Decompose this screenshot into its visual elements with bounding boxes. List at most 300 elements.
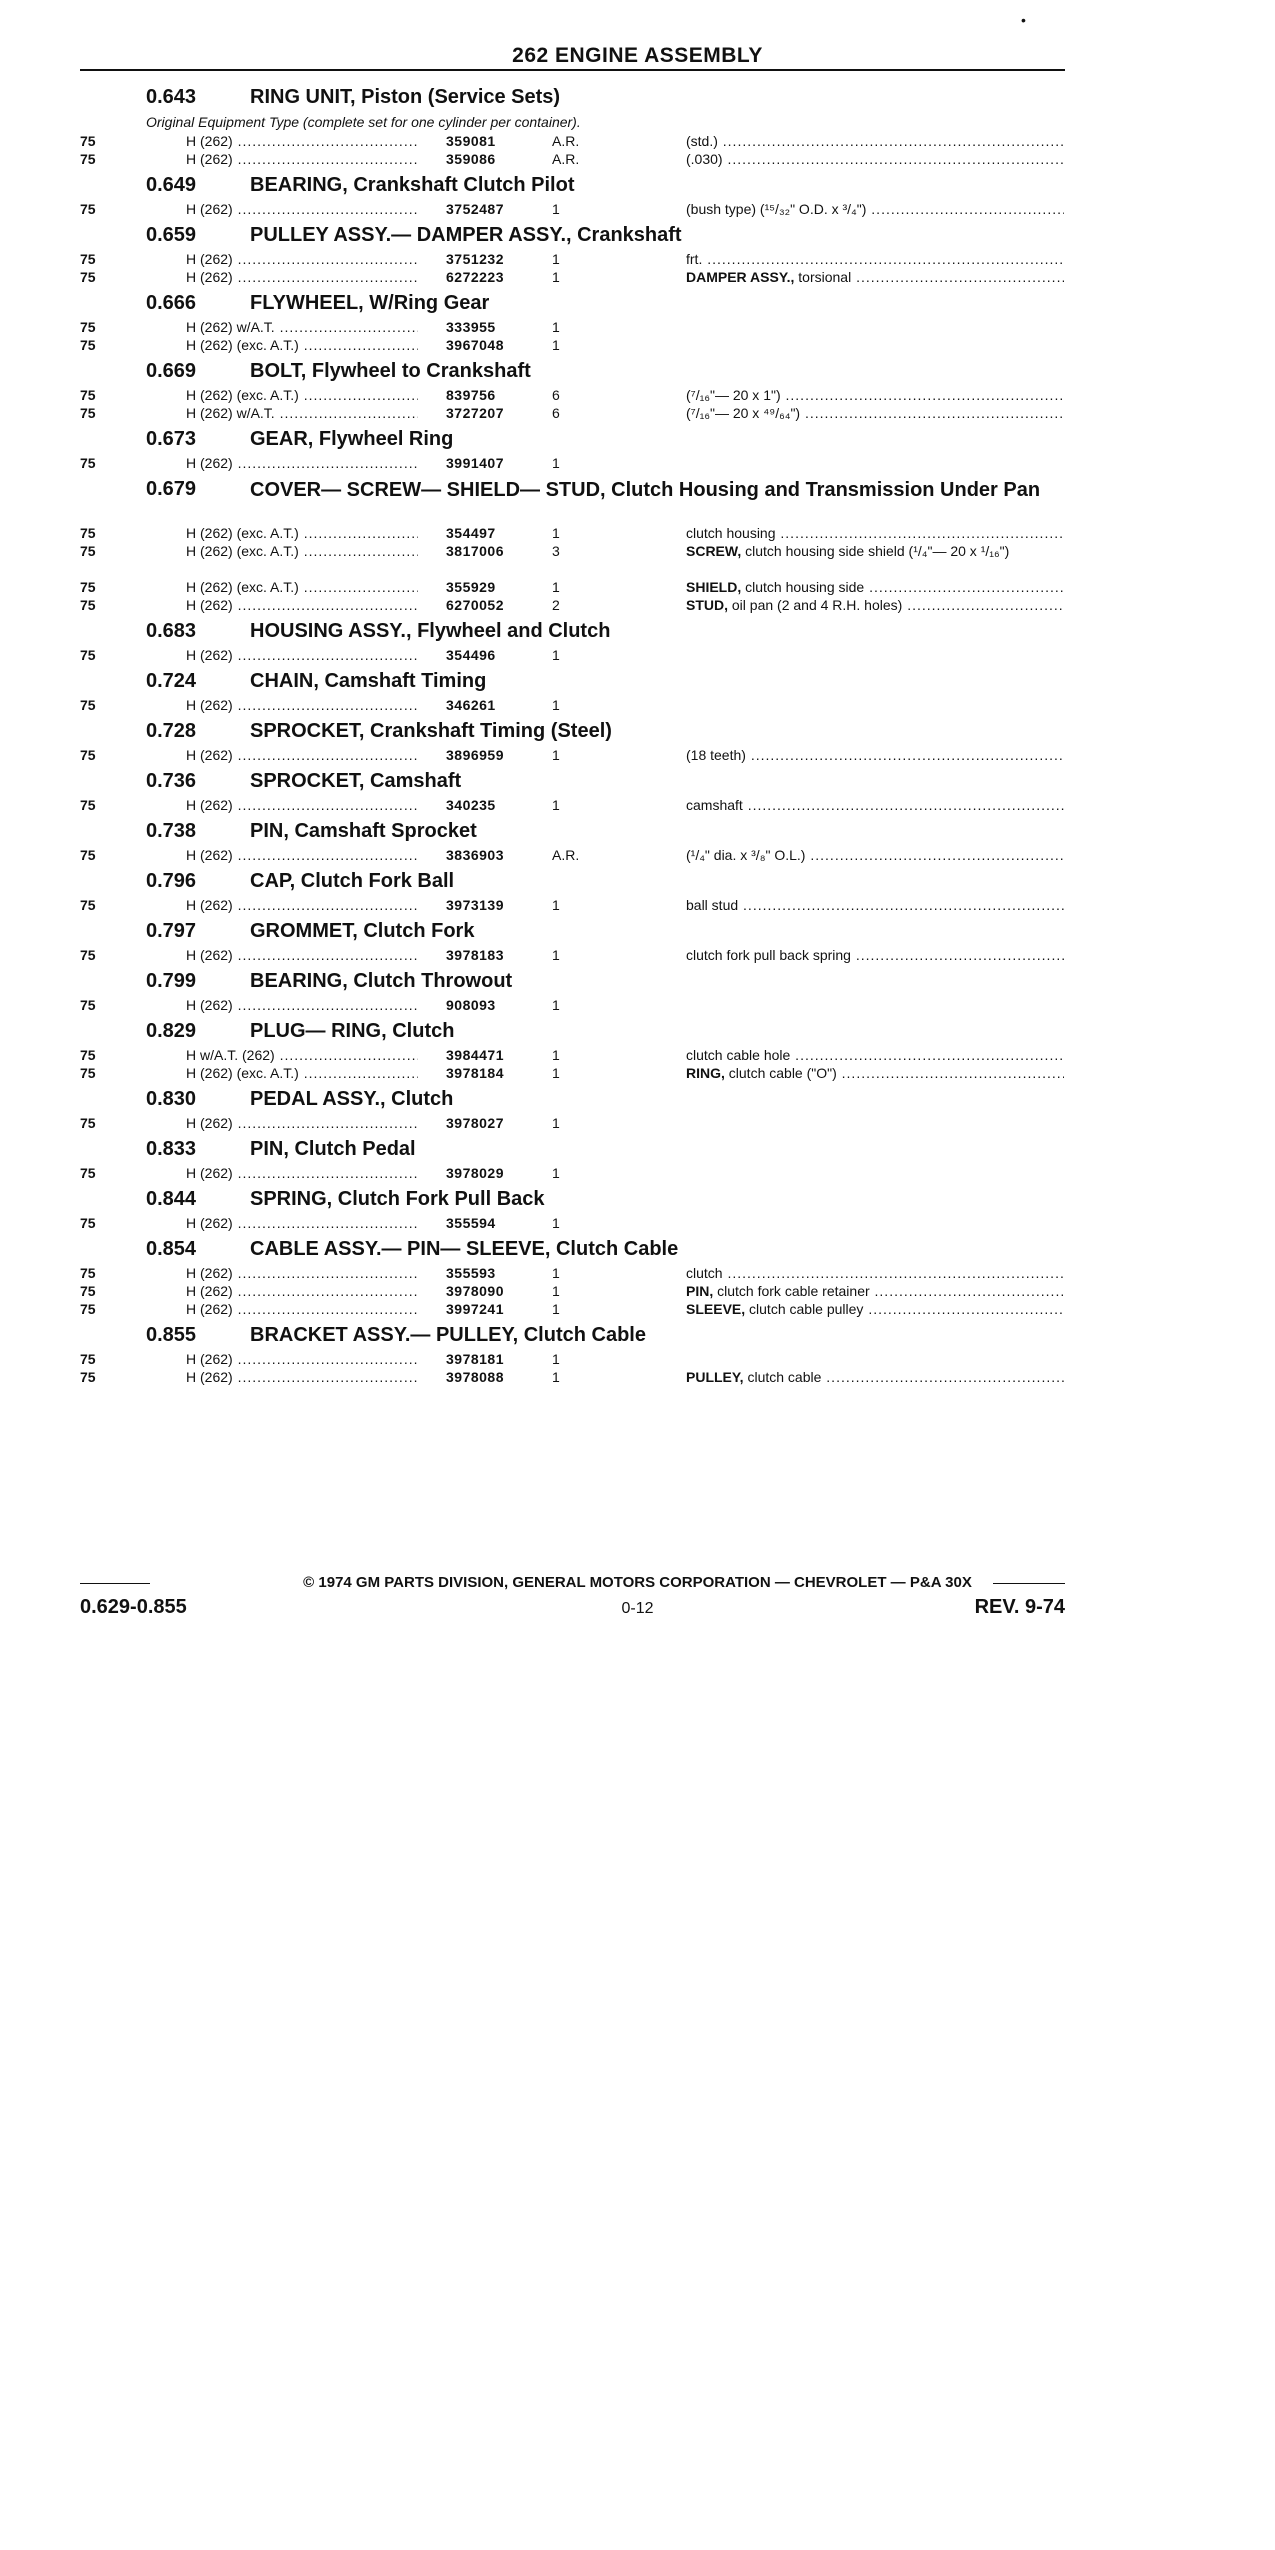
- section-title: SPROCKET, Crankshaft Timing (Steel): [250, 720, 612, 742]
- section-number: 0.736: [146, 770, 197, 792]
- part-number: 3751232: [446, 251, 505, 267]
- vehicle-model: H (262) (exc. A.T.) .....: [186, 524, 418, 542]
- section-title: CHAIN, Camshaft Timing: [250, 670, 487, 692]
- part-number: 3978183: [446, 947, 505, 963]
- catalog-section: [0, 288, 1275, 354]
- section-heading: [0, 220, 1275, 250]
- catalog-section: [0, 1320, 1275, 1386]
- part-number: 355929: [446, 579, 496, 595]
- part-description: [686, 578, 1064, 596]
- model-year: 75: [80, 201, 96, 217]
- part-row: [0, 1282, 1275, 1300]
- section-heading: [0, 1084, 1275, 1114]
- section-number: 0.799: [146, 970, 197, 992]
- part-number: 354496: [446, 647, 496, 663]
- part-number: 359081: [446, 133, 496, 149]
- vehicle-model: H (262) .....: [186, 1214, 418, 1232]
- part-row: [0, 1064, 1275, 1082]
- part-number: 354497: [446, 525, 496, 541]
- vehicle-model: H (262) .....: [186, 896, 418, 914]
- section-title: BEARING, Crankshaft Clutch Pilot: [250, 174, 575, 196]
- footer-range: 0.629-0.855: [80, 1596, 187, 1618]
- model-year: 75: [80, 1369, 96, 1385]
- part-number: 355593: [446, 1265, 496, 1281]
- description-text: clutch cable pulley: [745, 1301, 864, 1317]
- catalog-section: [0, 816, 1275, 864]
- part-description: [686, 746, 1064, 764]
- model-year: 75: [80, 133, 96, 149]
- model-year: 75: [80, 1047, 96, 1063]
- vehicle-model: H (262) .....: [186, 132, 418, 150]
- quantity: 2: [552, 597, 560, 613]
- model-year: 75: [80, 1215, 96, 1231]
- description-text: oil pan (2 and 4 R.H. holes): [728, 597, 903, 613]
- part-row: [0, 578, 1275, 596]
- quantity: 1: [552, 897, 560, 913]
- section-number: 0.830: [146, 1088, 197, 1110]
- section-heading: [0, 766, 1275, 796]
- model-year: 75: [80, 597, 96, 613]
- section-title: CAP, Clutch Fork Ball: [250, 870, 455, 892]
- section-number: 0.855: [146, 1324, 197, 1346]
- catalog-section: [0, 916, 1275, 964]
- part-row: [0, 1350, 1275, 1368]
- description-text: clutch cable hole: [686, 1047, 791, 1063]
- part-description: [686, 896, 1064, 914]
- part-description: [686, 386, 1064, 404]
- catalog-section: [0, 616, 1275, 664]
- quantity: 1: [552, 337, 560, 353]
- catalog-section: [0, 1234, 1275, 1318]
- description-text: (¹/₄" dia. x ³/₈" O.L.): [686, 847, 806, 863]
- quantity: 1: [552, 579, 560, 595]
- vehicle-model: H (262) .....: [186, 996, 418, 1014]
- part-row: [0, 996, 1275, 1014]
- description-keyword: PULLEY,: [686, 1369, 744, 1385]
- model-year: 75: [80, 387, 96, 403]
- part-description: [686, 1264, 1064, 1282]
- quantity: 1: [552, 269, 560, 285]
- section-heading: [0, 666, 1275, 696]
- vehicle-model: H (262) .....: [186, 946, 418, 964]
- description-text: (18 teeth): [686, 747, 746, 763]
- vehicle-model: H (262) (exc. A.T.) .....: [186, 578, 418, 596]
- section-title: SPROCKET, Camshaft: [250, 770, 462, 792]
- part-row: [0, 150, 1275, 168]
- model-year: 75: [80, 1301, 96, 1317]
- description-keyword: RING,: [686, 1065, 725, 1081]
- part-number: 3836903: [446, 847, 505, 863]
- vehicle-model: H (262) w/A.T. .....: [186, 404, 418, 422]
- part-row: [0, 542, 1275, 578]
- section-heading: [0, 356, 1275, 386]
- part-description: [686, 150, 1064, 168]
- description-keyword: SHIELD,: [686, 579, 742, 595]
- quantity: 1: [552, 525, 560, 541]
- part-number: 3978027: [446, 1115, 505, 1131]
- part-description: [686, 542, 1064, 560]
- vehicle-model: H (262) .....: [186, 1300, 418, 1318]
- catalog-section: [0, 1184, 1275, 1232]
- part-description: [686, 1368, 1064, 1386]
- vehicle-model: H (262) .....: [186, 250, 418, 268]
- part-description: [686, 132, 1064, 150]
- quantity: A.R.: [552, 133, 580, 149]
- part-number: 3991407: [446, 455, 505, 471]
- section-title: PIN, Camshaft Sprocket: [250, 820, 477, 842]
- quantity: 1: [552, 1047, 560, 1063]
- model-year: 75: [80, 797, 96, 813]
- vehicle-model: H (262) .....: [186, 746, 418, 764]
- vehicle-model: H (262) .....: [186, 1164, 418, 1182]
- quantity: 1: [552, 201, 560, 217]
- quantity: 1: [552, 697, 560, 713]
- section-heading: [0, 1134, 1275, 1164]
- section-note: Original Equipment Type (complete set for one cylinder per container).: [146, 114, 581, 130]
- model-year: 75: [80, 1265, 96, 1281]
- vehicle-model: H (262) .....: [186, 796, 418, 814]
- part-number: 3978029: [446, 1165, 505, 1181]
- section-number: 0.796: [146, 870, 197, 892]
- description-text: clutch cable ("O"): [724, 1065, 837, 1081]
- part-description: [686, 404, 1064, 422]
- model-year: 75: [80, 747, 96, 763]
- section-number: 0.854: [146, 1238, 197, 1260]
- section-heading: [0, 82, 1275, 112]
- description-text: clutch housing side shield (¹/₄"— 20 x ¹/₁₆"): [741, 543, 1010, 559]
- part-number: 346261: [446, 697, 496, 713]
- part-description: [686, 596, 1064, 614]
- quantity: 1: [552, 455, 560, 471]
- part-number: 3967048: [446, 337, 505, 353]
- part-row: [0, 200, 1275, 218]
- quantity: 1: [552, 1265, 560, 1281]
- section-heading: [0, 816, 1275, 846]
- quantity: 1: [552, 1115, 560, 1131]
- description-text: clutch housing: [686, 525, 776, 541]
- stray-mark: •: [1021, 12, 1026, 28]
- catalog-section: [0, 1134, 1275, 1182]
- model-year: 75: [80, 897, 96, 913]
- part-row: [0, 1300, 1275, 1318]
- part-row: [0, 1264, 1275, 1282]
- part-number: 3984471: [446, 1047, 505, 1063]
- section-heading: [0, 716, 1275, 746]
- section-number: 0.683: [146, 620, 197, 642]
- part-number: 355594: [446, 1215, 496, 1231]
- part-number: 3896959: [446, 747, 505, 763]
- catalog-section: [0, 170, 1275, 218]
- quantity: 6: [552, 387, 560, 403]
- part-row: [0, 646, 1275, 664]
- section-title: BEARING, Clutch Throwout: [250, 970, 513, 992]
- section-number: 0.679: [146, 478, 197, 500]
- part-description: [686, 1046, 1064, 1064]
- description-text: (std.): [686, 133, 718, 149]
- section-heading: [0, 1320, 1275, 1350]
- section-number: 0.833: [146, 1138, 197, 1160]
- model-year: 75: [80, 1351, 96, 1367]
- catalog-section: [0, 356, 1275, 422]
- vehicle-model: H (262) .....: [186, 696, 418, 714]
- section-number: 0.666: [146, 292, 197, 314]
- part-number: 3978090: [446, 1283, 505, 1299]
- quantity: 1: [552, 1065, 560, 1081]
- quantity: 1: [552, 1283, 560, 1299]
- section-title: BRACKET ASSY.— PULLEY, Clutch Cable: [250, 1324, 646, 1346]
- part-number: 3727207: [446, 405, 505, 421]
- model-year: 75: [80, 1165, 96, 1181]
- section-heading: [0, 288, 1275, 318]
- section-title: PEDAL ASSY., Clutch: [250, 1088, 454, 1110]
- section-number: 0.659: [146, 224, 197, 246]
- section-number: 0.728: [146, 720, 197, 742]
- part-number: 3997241: [446, 1301, 505, 1317]
- part-description: [686, 946, 1064, 964]
- section-number: 0.673: [146, 428, 197, 450]
- vehicle-model: H (262) .....: [186, 646, 418, 664]
- part-row: [0, 268, 1275, 286]
- part-row: [0, 1046, 1275, 1064]
- part-row: [0, 846, 1275, 864]
- catalog-section: [0, 424, 1275, 472]
- part-number: 340235: [446, 797, 496, 813]
- section-heading: [0, 424, 1275, 454]
- vehicle-model: H (262) .....: [186, 1282, 418, 1300]
- part-row: [0, 1114, 1275, 1132]
- vehicle-model: H (262) (exc. A.T.) .....: [186, 542, 418, 560]
- catalog-section: [0, 1084, 1275, 1132]
- vehicle-model: H (262) .....: [186, 596, 418, 614]
- vehicle-model: H (262) .....: [186, 150, 418, 168]
- part-row: [0, 696, 1275, 714]
- quantity: 6: [552, 405, 560, 421]
- quantity: A.R.: [552, 151, 580, 167]
- section-heading: [0, 616, 1275, 646]
- catalog-section: [0, 1016, 1275, 1082]
- section-heading: [0, 170, 1275, 200]
- section-heading: [0, 866, 1275, 896]
- quantity: 1: [552, 1351, 560, 1367]
- catalog-section: [0, 220, 1275, 286]
- vehicle-model: H (262) (exc. A.T.) .....: [186, 1064, 418, 1082]
- part-description: [686, 846, 1064, 864]
- model-year: 75: [80, 997, 96, 1013]
- description-text: clutch cable: [743, 1369, 822, 1385]
- vehicle-model: H (262) .....: [186, 268, 418, 286]
- quantity: 3: [552, 543, 560, 559]
- part-number: 3752487: [446, 201, 505, 217]
- vehicle-model: H (262) .....: [186, 846, 418, 864]
- catalog-section: [0, 716, 1275, 764]
- catalog-section: [0, 966, 1275, 1014]
- model-year: 75: [80, 455, 96, 471]
- model-year: 75: [80, 579, 96, 595]
- description-keyword: SCREW,: [686, 543, 742, 559]
- section-title: RING UNIT, Piston (Service Sets): [250, 86, 561, 108]
- vehicle-model: H (262) .....: [186, 1368, 418, 1386]
- model-year: 75: [80, 697, 96, 713]
- footer-revision: REV. 9-74: [974, 1596, 1065, 1618]
- part-number: 359086: [446, 151, 496, 167]
- section-title: BOLT, Flywheel to Crankshaft: [250, 360, 531, 382]
- part-row: [0, 404, 1275, 422]
- part-number: 3973139: [446, 897, 505, 913]
- description-text: camshaft: [686, 797, 743, 813]
- model-year: 75: [80, 405, 96, 421]
- section-number: 0.738: [146, 820, 197, 842]
- vehicle-model: H w/A.T. (262) .....: [186, 1046, 418, 1064]
- part-row: [0, 386, 1275, 404]
- page-title: 262 ENGINE ASSEMBLY: [512, 44, 763, 67]
- description-text: clutch: [686, 1265, 723, 1281]
- catalog-section: [0, 766, 1275, 814]
- footer-page-number: 0-12: [621, 1600, 654, 1617]
- model-year: 75: [80, 847, 96, 863]
- model-year: 75: [80, 1115, 96, 1131]
- part-number: 6272223: [446, 269, 505, 285]
- part-description: [686, 524, 1064, 542]
- description-text: clutch fork pull back spring: [686, 947, 851, 963]
- part-row: [0, 746, 1275, 764]
- part-row: [0, 1164, 1275, 1182]
- model-year: 75: [80, 1283, 96, 1299]
- catalog-section: [0, 474, 1275, 614]
- parts-list: [0, 80, 1275, 1386]
- section-title: PIN, Clutch Pedal: [250, 1138, 416, 1160]
- part-row: [0, 796, 1275, 814]
- catalog-section: [0, 82, 1275, 168]
- vehicle-model: H (262) .....: [186, 1350, 418, 1368]
- part-row: [0, 250, 1275, 268]
- quantity: A.R.: [552, 847, 580, 863]
- description-text: (⁷/₁₆"— 20 x ⁴⁹/₆₄"): [686, 405, 801, 421]
- part-description: [686, 1282, 1064, 1300]
- section-heading: [0, 474, 1275, 524]
- description-text: ball stud: [686, 897, 739, 913]
- section-heading: [0, 1016, 1275, 1046]
- part-row: [0, 596, 1275, 614]
- section-number: 0.643: [146, 86, 197, 108]
- section-number: 0.844: [146, 1188, 197, 1210]
- part-row: [0, 132, 1275, 150]
- description-keyword: DAMPER ASSY.,: [686, 269, 795, 285]
- footer-copyright: © 1974 GM PARTS DIVISION, GENERAL MOTORS CORPORATION — CHEVROLET — P&A 30X: [303, 1574, 972, 1591]
- section-title: SPRING, Clutch Fork Pull Back: [250, 1188, 545, 1210]
- section-number: 0.724: [146, 670, 197, 692]
- part-row: [0, 454, 1275, 472]
- description-text: torsional: [794, 269, 852, 285]
- part-description: [686, 1064, 1064, 1082]
- part-row: [0, 1368, 1275, 1386]
- part-row: [0, 318, 1275, 336]
- vehicle-model: H (262) (exc. A.T.) .....: [186, 386, 418, 404]
- part-number: 908093: [446, 997, 496, 1013]
- section-number: 0.829: [146, 1020, 197, 1042]
- part-number: 3978184: [446, 1065, 505, 1081]
- model-year: 75: [80, 647, 96, 663]
- part-number: 3817006: [446, 543, 505, 559]
- section-heading: [0, 916, 1275, 946]
- catalog-section: [0, 666, 1275, 714]
- section-title: GROMMET, Clutch Fork: [250, 920, 475, 942]
- quantity: 1: [552, 1301, 560, 1317]
- description-text: (bush type) (¹⁵/₃₂" O.D. x ³/₄"): [686, 201, 867, 217]
- part-description: [686, 1300, 1064, 1318]
- vehicle-model: H (262) w/A.T. .....: [186, 318, 418, 336]
- model-year: 75: [80, 525, 96, 541]
- description-text: clutch housing side: [741, 579, 865, 595]
- part-description: [686, 268, 1064, 286]
- quantity: 1: [552, 1369, 560, 1385]
- quantity: 1: [552, 997, 560, 1013]
- vehicle-model: H (262) .....: [186, 454, 418, 472]
- model-year: 75: [80, 337, 96, 353]
- vehicle-model: H (262) (exc. A.T.) .....: [186, 336, 418, 354]
- description-keyword: STUD,: [686, 597, 728, 613]
- part-number: 3978088: [446, 1369, 505, 1385]
- quantity: 1: [552, 1165, 560, 1181]
- part-row: [0, 524, 1275, 542]
- section-heading: [0, 1234, 1275, 1264]
- section-title: HOUSING ASSY., Flywheel and Clutch: [250, 620, 611, 642]
- description-keyword: SLEEVE,: [686, 1301, 746, 1317]
- part-number: 333955: [446, 319, 496, 335]
- section-title: PULLEY ASSY.— DAMPER ASSY., Crankshaft: [250, 224, 682, 246]
- part-number: 6270052: [446, 597, 505, 613]
- part-description: [686, 200, 1064, 218]
- vehicle-model: H (262) .....: [186, 200, 418, 218]
- part-row: [0, 896, 1275, 914]
- section-title: FLYWHEEL, W/Ring Gear: [250, 292, 490, 314]
- section-number: 0.649: [146, 174, 197, 196]
- section-title: COVER— SCREW— SHIELD— STUD, Clutch Housing and Transmission Under Pan: [250, 479, 1041, 501]
- model-year: 75: [80, 319, 96, 335]
- section-heading: [0, 1184, 1275, 1214]
- model-year: 75: [80, 1065, 96, 1081]
- part-description: [686, 796, 1064, 814]
- quantity: 1: [552, 947, 560, 963]
- description-text: (.030): [686, 151, 723, 167]
- part-row: [0, 946, 1275, 964]
- model-year: 75: [80, 151, 96, 167]
- vehicle-model: H (262) .....: [186, 1114, 418, 1132]
- description-text: (⁷/₁₆"— 20 x 1"): [686, 387, 781, 403]
- model-year: 75: [80, 947, 96, 963]
- section-title: PLUG— RING, Clutch: [250, 1020, 455, 1042]
- part-row: [0, 336, 1275, 354]
- quantity: 1: [552, 1215, 560, 1231]
- part-row: [0, 1214, 1275, 1232]
- section-title: GEAR, Flywheel Ring: [250, 428, 454, 450]
- description-text: clutch fork cable retainer: [713, 1283, 870, 1299]
- header-rule: [80, 69, 1065, 71]
- quantity: 1: [552, 797, 560, 813]
- quantity: 1: [552, 647, 560, 663]
- description-keyword: PIN,: [686, 1283, 714, 1299]
- model-year: 75: [80, 251, 96, 267]
- section-title: CABLE ASSY.— PIN— SLEEVE, Clutch Cable: [250, 1238, 679, 1260]
- part-number: 3978181: [446, 1351, 505, 1367]
- part-number: 839756: [446, 387, 496, 403]
- section-heading: [0, 966, 1275, 996]
- description-text: frt.: [686, 251, 703, 267]
- section-number: 0.797: [146, 920, 197, 942]
- quantity: 1: [552, 747, 560, 763]
- model-year: 75: [80, 543, 96, 559]
- model-year: 75: [80, 269, 96, 285]
- catalog-section: [0, 866, 1275, 914]
